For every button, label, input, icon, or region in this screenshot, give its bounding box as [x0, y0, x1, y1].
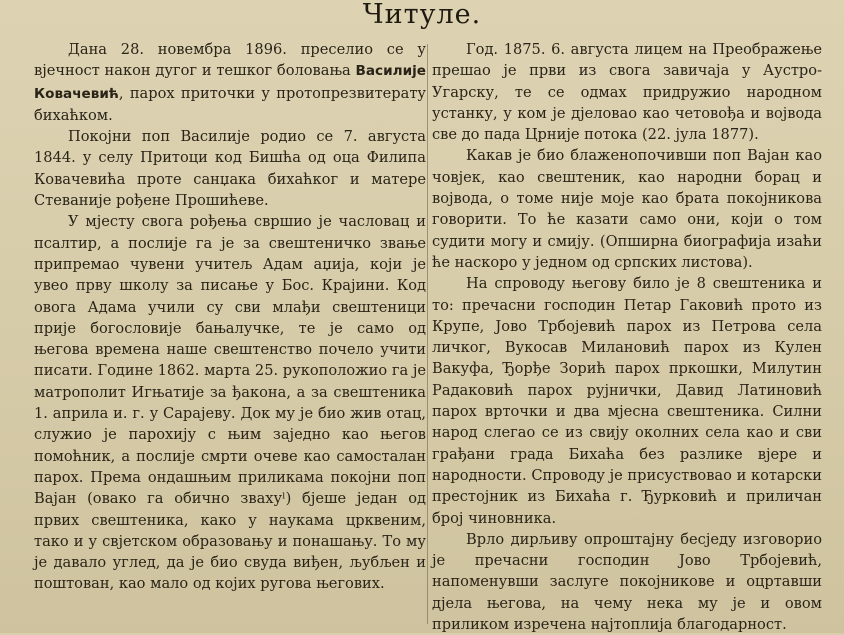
left-p1-text-b: , парох приточки у протопрезвитерату бихаћком. — [34, 84, 426, 124]
right-paragraph-1: Год. 1875. 6. августа лицем на Преображење прешао је први из свога завичаја у Аустро-Угарску, те се одмах придружио народном устанку, у ком је дјеловао као четовођа и војвода све до пада Црније потока (22. јула 1877). — [432, 41, 822, 144]
right-paragraph-3: На спроводу његову било је 8 свештеника и то: пречасни господин Петар Гаковић прото из Крупе, Јово Трбојевић парох из Петрова села личког, Вукосав Милановић парох из Кулен Вакуфа, Ђорђе Зорић парох пркошки, Милутин Радаковић парох рујнички, Давид Латиновић парох врточки и два мјесна свештеника. Силни народ слегао се из свију околних села као и сви грађани града Бихаћа без разлике вјере и народности. Спроводу је присуствовао и котарски престојник из Бихаћа г. Ђурковић и приличан број чиновника. — [432, 275, 822, 527]
right-column — [432, 39, 822, 635]
right-paragraph-2: Какав је био блаженопочивши поп Вајан као човјек, као свештеник, као народни борац и војвода, о томе није моје као брата покојникова говорити. То ће казати само они, који о том судити могу и смију. (Опширна биографија изаћи ће наскоро у једном од српских листова). — [432, 147, 822, 271]
deceased-name: Василије Ковачевић — [34, 63, 426, 102]
left-paragraph-2: Покојни поп Василије родио се 7. августа 1844. у селу Притоци код Бишћа од оца Филипа Ковачевића проте санџака бихаћког и матере Стеваније рођене Прошићеве. — [34, 128, 426, 210]
right-paragraph-4: Врло дирљиву опроштајну бесједу изговорио је пречасни господин Јово Трбојевић, напоменувши заслуге покојникове и оцртавши дјела његова, на чему нека му је и овом приликом изречена најтоплија благодарност. — [432, 530, 822, 634]
column-divider — [427, 44, 428, 624]
left-paragraph-3: У мјесту свога рођења свршио је часловац и псалтир, а послије га је за свештеничко звање припремао чувени учитељ Адам аџија, који је увео прву школу за писање у Бос. Крајини. Код овога Адама учили су сви млађи свештеници прије богословије бањалучке, те је само од његова времена наше свештенство почело учити писати. Године 1862. марта 25. рукоположио га је матрополит Игњатије за ђакона, а за свештеника 1. априла и. г. у Сарајеву. Док му је био жив отац, служио је парохију с њим заједно као његов помоћник, а послије смрти очеве као самосталан парох. Према ондашњим приликама покојни поп Вајан (овако га обично звахуˡ) бјеше један од првих свештеника, како у наукама црквеним, тако и у свјетском образовању и понашању. То му је давало углед, да је био свуда виђен, љубљен и поштован, као мало од којих ругова његових. — [34, 213, 426, 593]
left-paragraph-1 — [34, 39, 426, 126]
left-p1-text-a: Дана 28. новембра 1896. преселио се у вјечност након дугог и тешког боловања — [34, 41, 426, 80]
page-title: Читуле. — [362, 0, 482, 30]
left-column — [34, 39, 426, 595]
